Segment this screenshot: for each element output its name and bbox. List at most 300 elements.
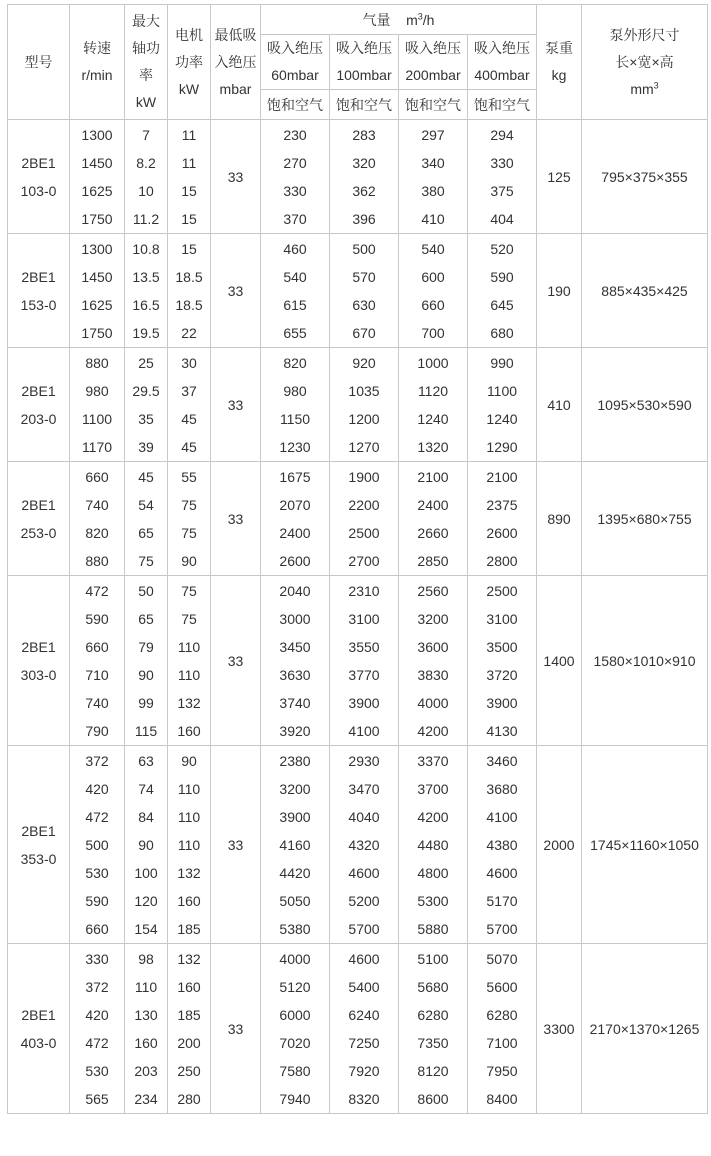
cell-value: 7950 bbox=[486, 1062, 518, 1079]
cell-value: 8600 bbox=[417, 1090, 449, 1107]
cell-value: 472 bbox=[85, 808, 109, 825]
cell-value: 160 bbox=[177, 978, 201, 995]
cell-flow-60 bbox=[261, 462, 330, 576]
header-dim-unit: $mm^3$ bbox=[630, 79, 659, 97]
cell-flow-200 bbox=[399, 944, 468, 1114]
cell-value: 2560 bbox=[417, 582, 449, 599]
cell-value: 740 bbox=[85, 496, 109, 513]
cell-value: 110 bbox=[177, 638, 201, 655]
cell-value: 250 bbox=[177, 1062, 201, 1079]
cell-value: 1170 bbox=[81, 438, 113, 455]
cell-value: 420 bbox=[85, 780, 109, 797]
cell-flow-400 bbox=[468, 234, 537, 348]
cell-model bbox=[8, 576, 70, 746]
cell-flow-200 bbox=[399, 120, 468, 234]
cell-value: 2100 bbox=[417, 468, 449, 485]
header-flow-400: 吸入绝压 400mbar bbox=[468, 35, 537, 90]
cell-flow-400 bbox=[468, 348, 537, 462]
cell-value: 670 bbox=[352, 324, 376, 341]
cell-value: 5400 bbox=[348, 978, 380, 995]
cell-value: 1450 bbox=[81, 268, 113, 285]
cell-flow-100 bbox=[330, 348, 399, 462]
cell-value: 154 bbox=[134, 920, 158, 937]
cell-flow-100 bbox=[330, 462, 399, 576]
header-motor-line2: 功率 bbox=[175, 53, 203, 70]
cell-value: 530 bbox=[85, 1062, 109, 1079]
cell-value: 980 bbox=[283, 382, 307, 399]
cell-value: 4160 bbox=[279, 836, 311, 853]
cell-value: 4380 bbox=[486, 836, 518, 853]
cell-value: 45 bbox=[138, 468, 154, 485]
cell-value: 630 bbox=[352, 296, 376, 313]
cell-min-suction: 33 bbox=[211, 348, 261, 462]
model-name-line: 153-0 bbox=[20, 296, 57, 313]
header-motor-power bbox=[168, 5, 211, 120]
cell-speed bbox=[70, 348, 125, 462]
table-row bbox=[8, 746, 708, 944]
cell-value: 75 bbox=[181, 582, 197, 599]
cell-value: 1120 bbox=[417, 382, 449, 399]
cell-value: 570 bbox=[352, 268, 376, 285]
cell-min-suction: 33 bbox=[211, 234, 261, 348]
cell-flow-100 bbox=[330, 944, 399, 1114]
cell-model bbox=[8, 462, 70, 576]
cell-value: 84 bbox=[138, 808, 154, 825]
cell-speed bbox=[70, 944, 125, 1114]
cell-value: 230 bbox=[283, 126, 307, 143]
cell-value: 234 bbox=[134, 1090, 158, 1107]
cell-flow-60 bbox=[261, 234, 330, 348]
cell-flow-100 bbox=[330, 234, 399, 348]
cell-flow-400 bbox=[468, 120, 537, 234]
cell-value: 132 bbox=[177, 950, 201, 967]
cell-value: 120 bbox=[134, 892, 158, 909]
header-dim-label: 泵外形尺寸 bbox=[609, 26, 680, 43]
cell-value: 2400 bbox=[279, 524, 311, 541]
cell-value: 3630 bbox=[279, 666, 311, 683]
cell-value: 185 bbox=[177, 920, 201, 937]
cell-value: 5680 bbox=[417, 978, 449, 995]
cell-shaft-power bbox=[125, 348, 168, 462]
cell-value: 15 bbox=[181, 210, 197, 227]
cell-value: 74 bbox=[138, 780, 154, 797]
cell-min-suction: 33 bbox=[211, 944, 261, 1114]
cell-flow-400 bbox=[468, 462, 537, 576]
cell-value: 1100 bbox=[81, 410, 113, 427]
cell-value: 11 bbox=[181, 154, 197, 171]
cell-value: 3500 bbox=[486, 638, 518, 655]
cell-value: 7940 bbox=[279, 1090, 311, 1107]
header-shaft-line3: 率 bbox=[139, 67, 153, 83]
cell-value: 3920 bbox=[279, 722, 311, 739]
cell-value: 820 bbox=[283, 354, 307, 371]
model-name-line: 103-0 bbox=[20, 182, 57, 199]
cell-value: 990 bbox=[490, 354, 514, 371]
cell-value: 5070 bbox=[486, 950, 518, 967]
cell-value: 10.8 bbox=[132, 240, 160, 257]
table-row bbox=[8, 576, 708, 746]
cell-dimensions: 1095×530×590 bbox=[582, 348, 708, 462]
cell-value: 1100 bbox=[486, 382, 518, 399]
cell-weight: 1400 bbox=[537, 576, 582, 746]
cell-weight: 125 bbox=[537, 120, 582, 234]
cell-value: 600 bbox=[421, 268, 445, 285]
model-name-line: 2BE1 bbox=[21, 268, 56, 285]
cell-value: 645 bbox=[490, 296, 514, 313]
header-suction-unit: mbar bbox=[219, 80, 252, 97]
cell-value: 90 bbox=[181, 552, 197, 569]
cell-value: 2660 bbox=[417, 524, 449, 541]
cell-value: 200 bbox=[177, 1034, 201, 1051]
cell-value: 2200 bbox=[348, 496, 380, 513]
cell-value: 460 bbox=[283, 240, 307, 257]
cell-value: 375 bbox=[490, 182, 514, 199]
cell-value: 4420 bbox=[279, 864, 311, 881]
table-row bbox=[8, 944, 708, 1114]
cell-value: 7250 bbox=[348, 1034, 380, 1051]
cell-value: 3100 bbox=[486, 610, 518, 627]
cell-min-suction: 33 bbox=[211, 746, 261, 944]
cell-value: 75 bbox=[181, 610, 197, 627]
cell-value: 3720 bbox=[486, 666, 518, 683]
cell-value: 98 bbox=[138, 950, 154, 967]
cell-value: 5700 bbox=[348, 920, 380, 937]
cell-speed bbox=[70, 234, 125, 348]
cell-model bbox=[8, 348, 70, 462]
cell-value: 2100 bbox=[486, 468, 518, 485]
cell-value: 370 bbox=[283, 210, 307, 227]
cell-value: 3550 bbox=[348, 638, 380, 655]
cell-speed bbox=[70, 746, 125, 944]
pump-spec-table bbox=[7, 4, 708, 1114]
header-model-label: 型号 bbox=[24, 54, 53, 70]
cell-value: 8400 bbox=[486, 1090, 518, 1107]
cell-value: 880 bbox=[85, 354, 109, 371]
header-motor-unit: kW bbox=[178, 80, 200, 97]
cell-value: 1000 bbox=[417, 354, 449, 371]
cell-value: 472 bbox=[85, 1034, 109, 1051]
cell-value: 5600 bbox=[486, 978, 518, 995]
cell-value: 2070 bbox=[279, 496, 311, 513]
cell-value: 3900 bbox=[348, 694, 380, 711]
cell-value: 404 bbox=[490, 210, 514, 227]
cell-flow-200 bbox=[399, 746, 468, 944]
cell-value: 740 bbox=[85, 694, 109, 711]
cell-value: 980 bbox=[85, 382, 109, 399]
cell-value: 110 bbox=[177, 808, 201, 825]
cell-value: 4200 bbox=[417, 722, 449, 739]
cell-value: 5120 bbox=[279, 978, 311, 995]
cell-value: 160 bbox=[134, 1034, 158, 1051]
cell-value: 590 bbox=[490, 268, 514, 285]
table-row bbox=[8, 462, 708, 576]
cell-value: 2700 bbox=[348, 552, 380, 569]
cell-shaft-power bbox=[125, 576, 168, 746]
cell-value: 297 bbox=[421, 126, 445, 143]
cell-value: 4000 bbox=[279, 950, 311, 967]
cell-value: 4480 bbox=[417, 836, 449, 853]
cell-value: 55 bbox=[181, 468, 197, 485]
cell-weight: 890 bbox=[537, 462, 582, 576]
header-flow-unit-tail: /h bbox=[422, 11, 435, 28]
header-motor-line1: 电机 bbox=[175, 26, 203, 43]
header-flow-unit-sup: 3 bbox=[417, 10, 423, 21]
cell-value: 3770 bbox=[348, 666, 380, 683]
cell-model bbox=[8, 234, 70, 348]
cell-value: 54 bbox=[138, 496, 154, 513]
cell-value: 2600 bbox=[279, 552, 311, 569]
cell-value: 75 bbox=[138, 552, 154, 569]
cell-value: 8120 bbox=[417, 1062, 449, 1079]
cell-value: 11 bbox=[181, 126, 197, 143]
model-name-line: 2BE1 bbox=[21, 154, 56, 171]
cell-value: 1300 bbox=[81, 126, 113, 143]
cell-motor-power bbox=[168, 348, 211, 462]
cell-value: 16.5 bbox=[132, 296, 160, 313]
cell-value: 90 bbox=[181, 752, 197, 769]
cell-value: 90 bbox=[138, 666, 154, 683]
cell-value: 4100 bbox=[348, 722, 380, 739]
cell-flow-60 bbox=[261, 348, 330, 462]
cell-value: 330 bbox=[490, 154, 514, 171]
cell-value: 472 bbox=[85, 582, 109, 599]
cell-value: 540 bbox=[421, 240, 445, 257]
model-name-line: 2BE1 bbox=[21, 1006, 56, 1023]
cell-flow-100 bbox=[330, 576, 399, 746]
cell-value: 110 bbox=[134, 978, 158, 995]
cell-value: 2380 bbox=[279, 752, 311, 769]
cell-value: 2310 bbox=[348, 582, 380, 599]
cell-value: 3740 bbox=[279, 694, 311, 711]
cell-value: 1320 bbox=[417, 438, 449, 455]
header-min-suction bbox=[211, 5, 261, 120]
cell-flow-200 bbox=[399, 348, 468, 462]
cell-value: 4600 bbox=[348, 864, 380, 881]
cell-value: 3000 bbox=[279, 610, 311, 627]
cell-value: 37 bbox=[181, 382, 197, 399]
cell-value: 35 bbox=[138, 410, 154, 427]
cell-value: 15 bbox=[181, 182, 197, 199]
cell-weight: 2000 bbox=[537, 746, 582, 944]
cell-value: 160 bbox=[177, 722, 201, 739]
cell-value: 3900 bbox=[279, 808, 311, 825]
header-weight-label: 泵重 bbox=[545, 40, 573, 56]
header-speed-label: 转速 bbox=[83, 40, 111, 56]
cell-value: 372 bbox=[85, 752, 109, 769]
cell-value: 99 bbox=[138, 694, 154, 711]
cell-value: 3830 bbox=[417, 666, 449, 683]
model-name-line: 2BE1 bbox=[21, 822, 56, 839]
cell-value: 2500 bbox=[486, 582, 518, 599]
model-name-line: 203-0 bbox=[20, 410, 57, 427]
cell-value: 11.2 bbox=[132, 210, 160, 227]
cell-value: 820 bbox=[85, 524, 109, 541]
cell-value: 380 bbox=[421, 182, 445, 199]
cell-value: 1035 bbox=[348, 382, 380, 399]
cell-model bbox=[8, 944, 70, 1114]
cell-value: 132 bbox=[177, 694, 201, 711]
cell-speed bbox=[70, 576, 125, 746]
cell-value: 660 bbox=[85, 468, 109, 485]
cell-value: 420 bbox=[85, 1006, 109, 1023]
header-flow-100: 吸入绝压 100mbar bbox=[330, 35, 399, 90]
cell-value: 3450 bbox=[279, 638, 311, 655]
cell-value: 2930 bbox=[348, 752, 380, 769]
cell-value: 5170 bbox=[486, 892, 518, 909]
cell-value: 2500 bbox=[348, 524, 380, 541]
cell-value: 4600 bbox=[348, 950, 380, 967]
model-name-line: 2BE1 bbox=[21, 382, 56, 399]
cell-value: 320 bbox=[352, 154, 376, 171]
header-flow-title: 气量 bbox=[362, 11, 391, 28]
cell-motor-power bbox=[168, 462, 211, 576]
cell-value: 45 bbox=[181, 438, 197, 455]
header-shaft-unit: kW bbox=[135, 94, 157, 110]
cell-value: 115 bbox=[134, 722, 158, 739]
table-row bbox=[8, 348, 708, 462]
header-saturated-air: 饱和空气 bbox=[261, 90, 330, 120]
cell-value: 3900 bbox=[486, 694, 518, 711]
header-speed-unit: r/min bbox=[81, 67, 113, 83]
table-header bbox=[8, 5, 708, 120]
cell-value: 4130 bbox=[486, 722, 518, 739]
cell-value: 22 bbox=[181, 324, 197, 341]
cell-min-suction: 33 bbox=[211, 462, 261, 576]
cell-value: 660 bbox=[85, 920, 109, 937]
cell-value: 90 bbox=[138, 836, 154, 853]
cell-value: 130 bbox=[134, 1006, 158, 1023]
cell-value: 1240 bbox=[417, 410, 449, 427]
cell-flow-400 bbox=[468, 576, 537, 746]
header-flow-200: 吸入绝压 200mbar bbox=[399, 35, 468, 90]
cell-shaft-power bbox=[125, 462, 168, 576]
cell-value: 10 bbox=[138, 182, 154, 199]
cell-value: 8.2 bbox=[136, 154, 156, 171]
header-flow-60: 吸入绝压 60mbar bbox=[261, 35, 330, 90]
cell-value: 18.5 bbox=[175, 268, 203, 285]
cell-value: 5380 bbox=[279, 920, 311, 937]
cell-value: 7920 bbox=[348, 1062, 380, 1079]
cell-value: 1230 bbox=[279, 438, 311, 455]
cell-shaft-power bbox=[125, 944, 168, 1114]
cell-value: 410 bbox=[421, 210, 445, 227]
cell-flow-100 bbox=[330, 746, 399, 944]
cell-motor-power bbox=[168, 120, 211, 234]
cell-value: 1240 bbox=[486, 410, 518, 427]
cell-value: 372 bbox=[85, 978, 109, 995]
cell-weight: 190 bbox=[537, 234, 582, 348]
cell-value: 6280 bbox=[417, 1006, 449, 1023]
cell-value: 294 bbox=[490, 126, 514, 143]
cell-value: 4800 bbox=[417, 864, 449, 881]
cell-weight: 3300 bbox=[537, 944, 582, 1114]
header-pump-weight bbox=[537, 5, 582, 120]
cell-value: 5880 bbox=[417, 920, 449, 937]
cell-model bbox=[8, 120, 70, 234]
cell-flow-200 bbox=[399, 462, 468, 576]
cell-value: 5100 bbox=[417, 950, 449, 967]
cell-shaft-power bbox=[125, 234, 168, 348]
table-body bbox=[8, 120, 708, 1114]
cell-value: 1270 bbox=[348, 438, 380, 455]
cell-flow-200 bbox=[399, 234, 468, 348]
cell-value: 3470 bbox=[348, 780, 380, 797]
cell-value: 340 bbox=[421, 154, 445, 171]
header-suction-line2: 入绝压 bbox=[214, 53, 257, 70]
cell-value: 3200 bbox=[279, 780, 311, 797]
model-name-line: 353-0 bbox=[20, 850, 57, 867]
cell-value: 396 bbox=[352, 210, 376, 227]
cell-value: 1450 bbox=[81, 154, 113, 171]
cell-value: 500 bbox=[85, 836, 109, 853]
cell-value: 565 bbox=[85, 1090, 109, 1107]
cell-value: 1200 bbox=[348, 410, 380, 427]
cell-value: 15 bbox=[181, 240, 197, 257]
cell-flow-60 bbox=[261, 576, 330, 746]
cell-value: 45 bbox=[181, 410, 197, 427]
cell-value: 270 bbox=[283, 154, 307, 171]
cell-value: 1900 bbox=[348, 468, 380, 485]
cell-value: 110 bbox=[177, 836, 201, 853]
cell-value: 5200 bbox=[348, 892, 380, 909]
cell-value: 660 bbox=[421, 296, 445, 313]
cell-value: 500 bbox=[352, 240, 376, 257]
cell-value: 7020 bbox=[279, 1034, 311, 1051]
cell-dimensions: 1745×1160×1050 bbox=[582, 746, 708, 944]
cell-value: 13.5 bbox=[132, 268, 160, 285]
header-saturated-air: 饱和空气 bbox=[468, 90, 537, 120]
cell-motor-power bbox=[168, 234, 211, 348]
cell-value: 710 bbox=[85, 666, 109, 683]
header-flow-unit: m bbox=[406, 11, 418, 28]
cell-value: 4040 bbox=[348, 808, 380, 825]
cell-value: 7350 bbox=[417, 1034, 449, 1051]
cell-value: 520 bbox=[490, 240, 514, 257]
cell-value: 590 bbox=[85, 892, 109, 909]
cell-value: 7100 bbox=[486, 1034, 518, 1051]
cell-dimensions: 1395×680×755 bbox=[582, 462, 708, 576]
header-suction-line1: 最低吸 bbox=[214, 26, 257, 43]
table-row bbox=[8, 234, 708, 348]
cell-value: 50 bbox=[138, 582, 154, 599]
cell-value: 920 bbox=[352, 354, 376, 371]
cell-value: 3680 bbox=[486, 780, 518, 797]
cell-value: 29.5 bbox=[132, 382, 160, 399]
cell-value: 2800 bbox=[486, 552, 518, 569]
cell-motor-power bbox=[168, 944, 211, 1114]
cell-value: 700 bbox=[421, 324, 445, 341]
cell-value: 2375 bbox=[486, 496, 518, 513]
cell-motor-power bbox=[168, 576, 211, 746]
cell-value: 100 bbox=[134, 864, 158, 881]
model-name-line: 2BE1 bbox=[21, 496, 56, 513]
cell-value: 3460 bbox=[486, 752, 518, 769]
cell-value: 660 bbox=[85, 638, 109, 655]
table-row bbox=[8, 120, 708, 234]
model-name-line: 253-0 bbox=[20, 524, 57, 541]
cell-value: 75 bbox=[181, 524, 197, 541]
cell-value: 3370 bbox=[417, 752, 449, 769]
cell-value: 3600 bbox=[417, 638, 449, 655]
header-dimensions bbox=[582, 5, 708, 120]
header-speed bbox=[70, 5, 125, 120]
cell-min-suction: 33 bbox=[211, 120, 261, 234]
cell-value: 6280 bbox=[486, 1006, 518, 1023]
cell-value: 25 bbox=[138, 354, 154, 371]
cell-value: 362 bbox=[352, 182, 376, 199]
cell-value: 6000 bbox=[279, 1006, 311, 1023]
cell-value: 5050 bbox=[279, 892, 311, 909]
